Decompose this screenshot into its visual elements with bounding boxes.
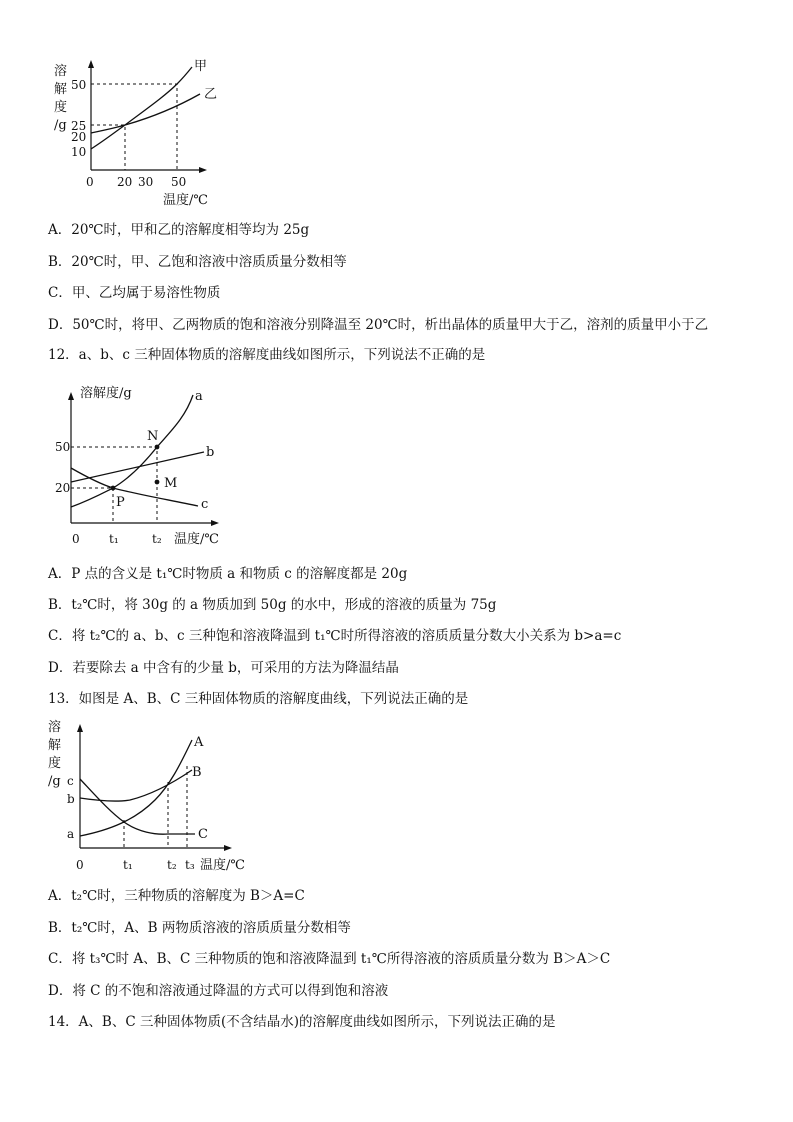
q13-ylabel-3: 度	[48, 756, 62, 771]
q11-ylabel-1: 溶	[54, 64, 68, 79]
q11-ytick-25: 25	[71, 119, 87, 133]
q11-xtick-20: 20	[117, 175, 133, 189]
q11-option-a[interactable]: A．20℃时，甲和乙的溶解度相等均为 25g	[48, 222, 310, 238]
q12-point-label-p: P	[116, 495, 125, 510]
q13-stem: 13．如图是 A、B、C 三种固体物质的溶解度曲线，下列说法正确的是	[48, 691, 469, 707]
q11-ylabel-3: 度	[54, 100, 68, 115]
q12-option-b[interactable]: B．t₂℃时，将 30g 的 a 物质加到 50g 的水中，形成的溶液的质量为 75g	[48, 597, 497, 613]
q13-series-label-a: A	[194, 735, 204, 750]
q13-xtick-0: 0	[76, 858, 84, 872]
q11-ytick-50: 50	[71, 78, 87, 92]
q13-option-b[interactable]: B．t₂℃时，A、B 两物质溶液的溶质质量分数相等	[48, 920, 351, 936]
q13-option-a[interactable]: A．t₂℃时，三种物质的溶解度为 B＞A=C	[48, 888, 305, 904]
q13-ylabel-1: 溶	[48, 720, 62, 735]
q12-option-d[interactable]: D．若要除去 a 中含有的少量 b，可采用的方法为降温结晶	[48, 660, 399, 676]
q13-xtick-t2: t₂	[167, 858, 177, 872]
q13-ylabel-2: 解	[48, 738, 62, 753]
q13-series-a	[80, 740, 192, 836]
q13-xlabel: 温度/℃	[200, 858, 245, 873]
q13-xtick-t3: t₃	[185, 858, 195, 872]
q12-option-c[interactable]: C．将 t₂℃的 a、b、c 三种饱和溶液降温到 t₁℃时所得溶液的溶质质量分数大小关系为 b>a=c	[48, 628, 622, 644]
q12-ytick-20: 20	[55, 481, 71, 495]
q11-xtick-0: 0	[86, 175, 94, 189]
q11-xtick-50: 50	[171, 175, 187, 189]
q12-xlabel: 温度/℃	[174, 532, 219, 547]
q11-option-b[interactable]: B．20℃时，甲、乙饱和溶液中溶质质量分数相等	[48, 254, 347, 270]
q13-series-label-c: C	[198, 827, 208, 842]
q11-ytick-20: 20	[71, 130, 87, 144]
q13-series-label-b: B	[192, 765, 202, 780]
q12-option-a[interactable]: A．P 点的含义是 t₁℃时物质 a 和物质 c 的溶解度都是 20g	[48, 566, 408, 582]
q12-ytick-50: 50	[55, 440, 71, 454]
q13-y-arrow	[77, 724, 83, 732]
q12-xtick-t1: t₁	[109, 532, 119, 546]
q12-xtick-t2: t₂	[152, 532, 162, 546]
q11-option-c[interactable]: C．甲、乙均属于易溶性物质	[48, 285, 221, 301]
q11-xlabel: 温度/℃	[163, 193, 208, 208]
q13-series-c	[80, 779, 195, 834]
q12-series-label-b: b	[206, 445, 215, 460]
q11-ylabel-2: 解	[54, 82, 68, 97]
q11-ylabel-4: /g	[54, 118, 67, 133]
q13-xtick-t1: t₁	[123, 858, 133, 872]
q12-series-label-a: a	[195, 389, 203, 404]
q13-ytick-b: b	[67, 792, 75, 806]
q13-option-c[interactable]: C．将 t₃℃时 A、B、C 三种物质的饱和溶液降温到 t₁℃所得溶液的溶质质量分数为 B＞A＞C	[48, 951, 611, 967]
q12-series-label-c: c	[201, 497, 209, 512]
q11-series-label-jia: 甲	[194, 59, 208, 74]
q11-series-label-yi: 乙	[204, 87, 218, 102]
q12-point-label-n: N	[147, 429, 159, 444]
q13-option-d[interactable]: D．将 C 的不饱和溶液通过降温的方式可以得到饱和溶液	[48, 983, 389, 999]
q13-x-arrow	[224, 845, 232, 851]
q11-xtick-30: 30	[138, 175, 154, 189]
q12-ylabel: 溶解度/g	[80, 386, 132, 401]
q11-option-d[interactable]: D．50℃时，将甲、乙两物质的饱和溶液分别降温至 20℃时，析出晶体的质量甲大于乙，溶剂的质量甲小于乙	[48, 317, 709, 333]
q12-xtick-0: 0	[72, 532, 80, 546]
q11-ytick-10: 10	[71, 145, 87, 159]
q12-point-label-m: M	[164, 476, 178, 491]
q13-ylabel-4: /g	[48, 774, 61, 789]
q13-ytick-c: c	[67, 774, 74, 788]
q12-stem: 12．a、b、c 三种固体物质的溶解度曲线如图所示，下列说法不正确的是	[48, 347, 486, 363]
q14-stem: 14．A、B、C 三种固体物质(不含结晶水)的溶解度曲线如图所示，下列说法正确的是	[48, 1014, 556, 1030]
q13-ytick-a: a	[67, 827, 75, 841]
